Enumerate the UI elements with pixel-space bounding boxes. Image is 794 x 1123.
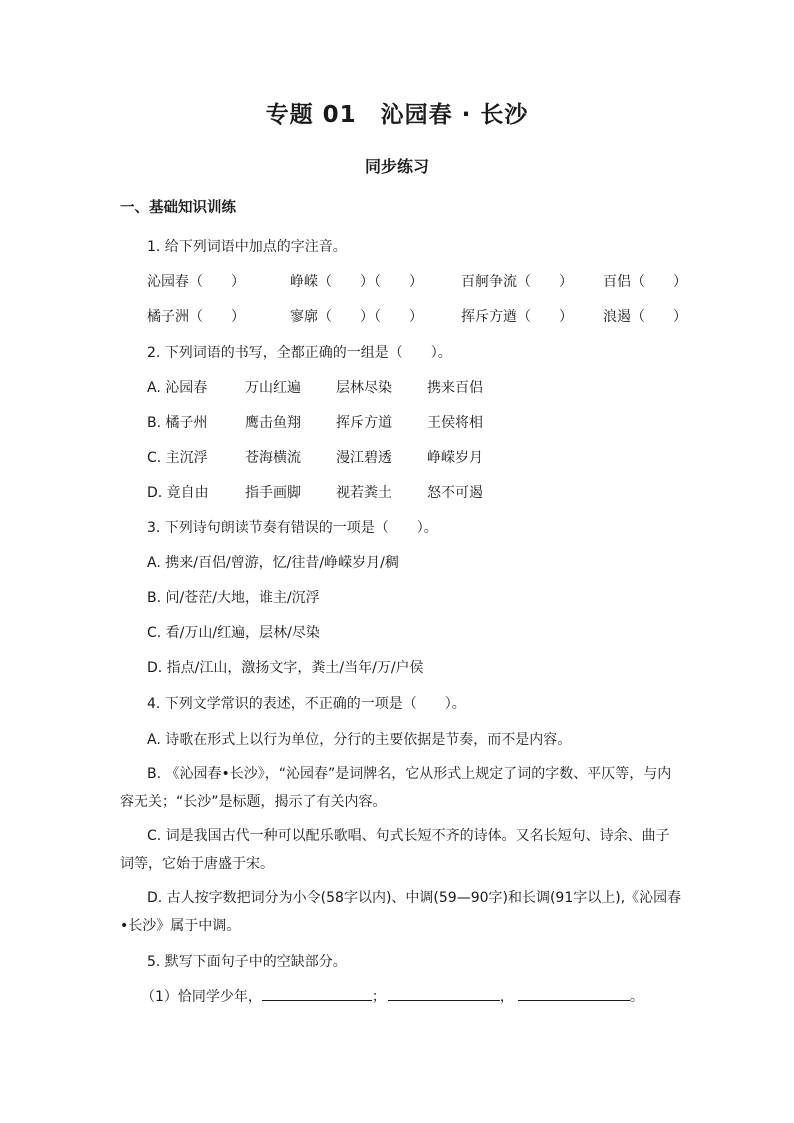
q3-option-c: C. 看/万山/红遍，层林/尽染 — [147, 625, 320, 641]
q1-item: 挥斥方遒（ ） — [461, 309, 573, 325]
q4-option-a: A. 诗歌在形式上以行为单位，分行的主要依据是节奏，而不是内容。 — [147, 732, 572, 748]
q2-word: 漫江碧透 — [336, 450, 392, 466]
q5-stem: 5. 默写下面句子中的空缺部分。 — [147, 954, 347, 970]
q4-option-b-line2: 容无关；“长沙”是标题，揭示了有关内容。 — [120, 794, 387, 810]
answer-blank[interactable] — [388, 986, 500, 1001]
q4-option-d-line1: D. 古人按字数把词分为小令(58字以内)、中调(59—90字)和长调(91字以上),《沁园春 — [147, 890, 682, 906]
q1-item: 寥廓（ ）（ ） — [290, 309, 423, 325]
q2-word: B. 橘子州 — [147, 415, 208, 431]
q2-stem: 2. 下列词语的书写，全都正确的一组是（ ）。 — [147, 345, 452, 361]
q2-word: D. 竟自由 — [147, 485, 209, 501]
q1-item: 百侣（ ） — [603, 274, 687, 290]
q3-option-a: A. 携来/百侣/曾游，忆/往昔/峥嵘岁月/稠 — [147, 555, 399, 571]
q1-item: 峥嵘（ ）（ ） — [290, 274, 423, 290]
q2-word: 挥斥方道 — [336, 415, 392, 431]
q2-word: 万山红遍 — [245, 380, 301, 396]
q3-option-d: D. 指点/江山，激扬文字，粪土/当年/万/户侯 — [147, 660, 424, 676]
answer-blank[interactable] — [518, 986, 630, 1001]
q5-item-1-prefix: （1）恰同学少年， — [141, 989, 262, 1005]
page-subtitle: 同步练习 — [364, 157, 429, 176]
q2-word: 王侯将相 — [427, 415, 483, 431]
q4-option-b-line1: B. 《沁园春•长沙》，“沁园春”是词牌名，它从形式上规定了词的字数、平仄等，与内 — [147, 766, 672, 782]
q3-option-b: B. 问/苍茫/大地，谁主/沉浮 — [147, 590, 320, 606]
page-title: 专题 01 沁园春 · 长沙 — [265, 102, 529, 128]
answer-blank[interactable] — [262, 986, 372, 1001]
q2-word: 携来百侣 — [427, 380, 483, 396]
q3-stem: 3. 下列诗句朗读节奏有错误的一项是（ ）。 — [147, 520, 438, 536]
q2-word: 鹰击鱼翔 — [245, 415, 301, 431]
q1-item: 百舸争流（ ） — [461, 274, 573, 290]
q4-option-d-line2: •长沙》属于中调。 — [120, 918, 241, 934]
q5-end-mark: 。 — [629, 989, 644, 1005]
q2-word: 视若粪土 — [336, 485, 392, 501]
q2-word: C. 主沉浮 — [147, 450, 208, 466]
q2-word: A. 沁园春 — [147, 380, 208, 396]
q2-word: 怒不可遏 — [427, 485, 483, 501]
section-heading: 一、基础知识训练 — [120, 200, 236, 216]
q1-stem: 1. 给下列词语中加点的字注音。 — [147, 239, 347, 255]
q1-item: 浪遏（ ） — [603, 309, 687, 325]
q2-word: 指手画脚 — [245, 485, 301, 501]
q2-word: 苍海横流 — [245, 450, 301, 466]
q4-stem: 4. 下列文学常识的表述，不正确的一项是（ ）。 — [147, 696, 466, 712]
q4-option-c-line2: 词等，它始于唐盛于宋。 — [120, 856, 274, 872]
q1-item: 橘子洲（ ） — [147, 309, 245, 325]
q2-word: 峥嵘岁月 — [427, 450, 483, 466]
q4-option-c-line1: C. 词是我国古代一种可以配乐歌唱、句式长短不齐的诗体。又名长短句、诗余、曲子 — [147, 828, 670, 844]
q2-word: 层林尽染 — [336, 380, 392, 396]
q1-item: 沁园春（ ） — [147, 274, 245, 290]
q5-separator: ， — [499, 989, 514, 1005]
q5-item-1 — [141, 986, 644, 1006]
q5-separator: ； — [371, 989, 386, 1005]
